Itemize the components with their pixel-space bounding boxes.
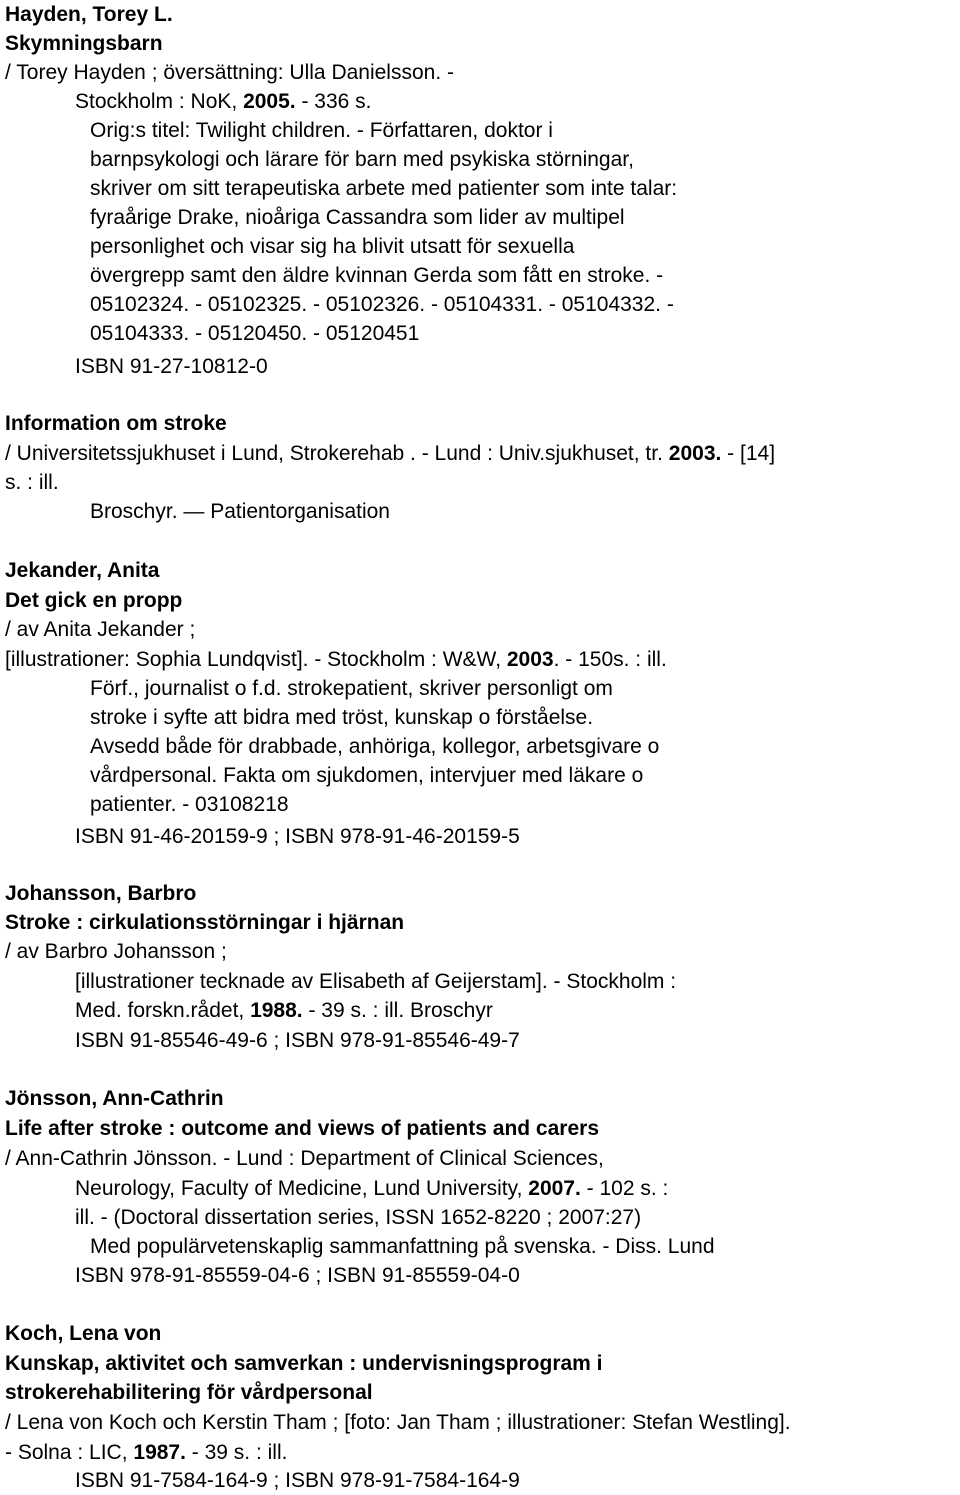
entry-line: övergrepp samt den äldre kvinnan Gerda som fått en stroke. -: [90, 264, 664, 287]
entry-line: / av Anita Jekander ;: [5, 618, 196, 641]
entry-author: Hayden, Torey L.: [5, 3, 173, 26]
entry-line: [5, 648, 667, 672]
entry-line: stroke i syfte att bidra med tröst, kunskap o förståelse.: [90, 706, 594, 729]
entry-line: Orig:s titel: Twilight children. - Författaren, doktor i: [90, 119, 553, 142]
entry-line: barnpsykologi och lärare för barn med psykiska störningar,: [90, 148, 634, 171]
year-text: 2007.: [528, 1177, 581, 1200]
entry-line: [illustrationer tecknade av Elisabeth af Geijerstam]. - Stockholm :: [75, 970, 677, 993]
entry-author: Koch, Lena von: [5, 1322, 162, 1345]
isbn-line: ISBN 91-27-10812-0: [75, 355, 268, 378]
pages-text: . - 150s. : ill.: [553, 648, 667, 671]
year-text: 2003: [506, 648, 554, 671]
entry-line: / Torey Hayden ; översättning: Ulla Danielsson. -: [5, 61, 454, 84]
entry-title: Information om stroke: [5, 412, 227, 435]
entry-line: [75, 90, 372, 114]
entry-line: skriver om sitt terapeutiska arbete med patienter som inte talar:: [90, 177, 678, 200]
entry-line: [5, 442, 775, 466]
publisher-text: [illustrationer: Sophia Lundqvist]. - Stockholm : W&W,: [5, 648, 507, 671]
entry-title: strokerehabilitering för vårdpersonal: [5, 1381, 373, 1404]
entry-line: Broschyr. — Patientorganisation: [90, 500, 390, 523]
entry-title: Skymningsbarn: [5, 32, 163, 55]
pages-text: - 336 s.: [295, 90, 372, 113]
entry-line: / Lena von Koch och Kerstin Tham ; [foto: Jan Tham ; illustrationer: Stefan Westling].: [5, 1411, 791, 1434]
year-text: 1988.: [250, 999, 303, 1022]
entry-line: [75, 1177, 668, 1201]
pages-text: - 39 s. : ill.: [185, 1441, 288, 1464]
entry-line: s. : ill.: [5, 471, 59, 494]
entry-title: Det gick en propp: [5, 589, 183, 612]
entry-line: patienter. - 03108218: [90, 793, 289, 816]
entry-line: / Ann-Cathrin Jönsson. - Lund : Department of Clinical Sciences,: [5, 1147, 604, 1170]
entry-title: Kunskap, aktivitet och samverkan : undervisningsprogram i: [5, 1352, 603, 1375]
entry-title: Stroke : cirkulationsstörningar i hjärnan: [5, 911, 405, 934]
entry-line: Förf., journalist o f.d. strokepatient, skriver personligt om: [90, 677, 613, 700]
entry-title: Life after stroke : outcome and views of patients and carers: [5, 1117, 599, 1140]
entry-line: vårdpersonal. Fakta om sjukdomen, intervjuer med läkare o: [90, 764, 644, 787]
entry-author: Jekander, Anita: [5, 559, 160, 582]
isbn-line: ISBN 91-85546-49-6 ; ISBN 978-91-85546-49-7: [75, 1029, 520, 1052]
pages-text: - 39 s. : ill. Broschyr: [302, 999, 493, 1022]
publisher-text: Neurology, Faculty of Medicine, Lund University,: [75, 1177, 529, 1200]
entry-line: [75, 999, 493, 1023]
year-text: 2003.: [668, 442, 722, 465]
pages-text: - 102 s. :: [580, 1177, 669, 1200]
entry-line: 05102324. - 05102325. - 05102326. - 05104331. - 05104332. -: [90, 293, 674, 316]
publisher-text: - Solna : LIC,: [5, 1441, 134, 1464]
publisher-text: Stockholm : NoK,: [75, 90, 244, 113]
isbn-line: ISBN 978-91-85559-04-6 ; ISBN 91-85559-04-0: [75, 1264, 520, 1287]
entry-line: personlighet och visar sig ha blivit utsatt för sexuella: [90, 235, 575, 258]
entry-line: ill. - (Doctoral dissertation series, ISSN 1652-8220 ; 2007:27): [75, 1206, 642, 1229]
publisher-text: / Universitetssjukhuset i Lund, Strokerehab . - Lund : Univ.sjukhuset, tr.: [5, 442, 669, 465]
pages-text: - [14]: [721, 442, 776, 465]
entry-author: Johansson, Barbro: [5, 882, 197, 905]
publisher-text: Med. forskn.rådet,: [75, 999, 251, 1022]
year-text: 2005.: [243, 90, 296, 113]
year-text: 1987.: [133, 1441, 186, 1464]
entry-line: fyraårige Drake, nioåriga Cassandra som lider av multipel: [90, 206, 625, 229]
isbn-line: ISBN 91-46-20159-9 ; ISBN 978-91-46-20159-5: [75, 825, 520, 848]
entry-line: / av Barbro Johansson ;: [5, 940, 227, 963]
entry-author: Jönsson, Ann-Cathrin: [5, 1087, 224, 1110]
entry-line: Med populärvetenskaplig sammanfattning på svenska. - Diss. Lund: [90, 1235, 715, 1258]
isbn-line: ISBN 91-7584-164-9 ; ISBN 978-91-7584-164-9: [75, 1469, 520, 1492]
entry-line: [5, 1441, 287, 1465]
entry-line: Avsedd både för drabbade, anhöriga, kollegor, arbetsgivare o: [90, 735, 660, 758]
entry-line: 05104333. - 05120450. - 05120451: [90, 322, 420, 345]
